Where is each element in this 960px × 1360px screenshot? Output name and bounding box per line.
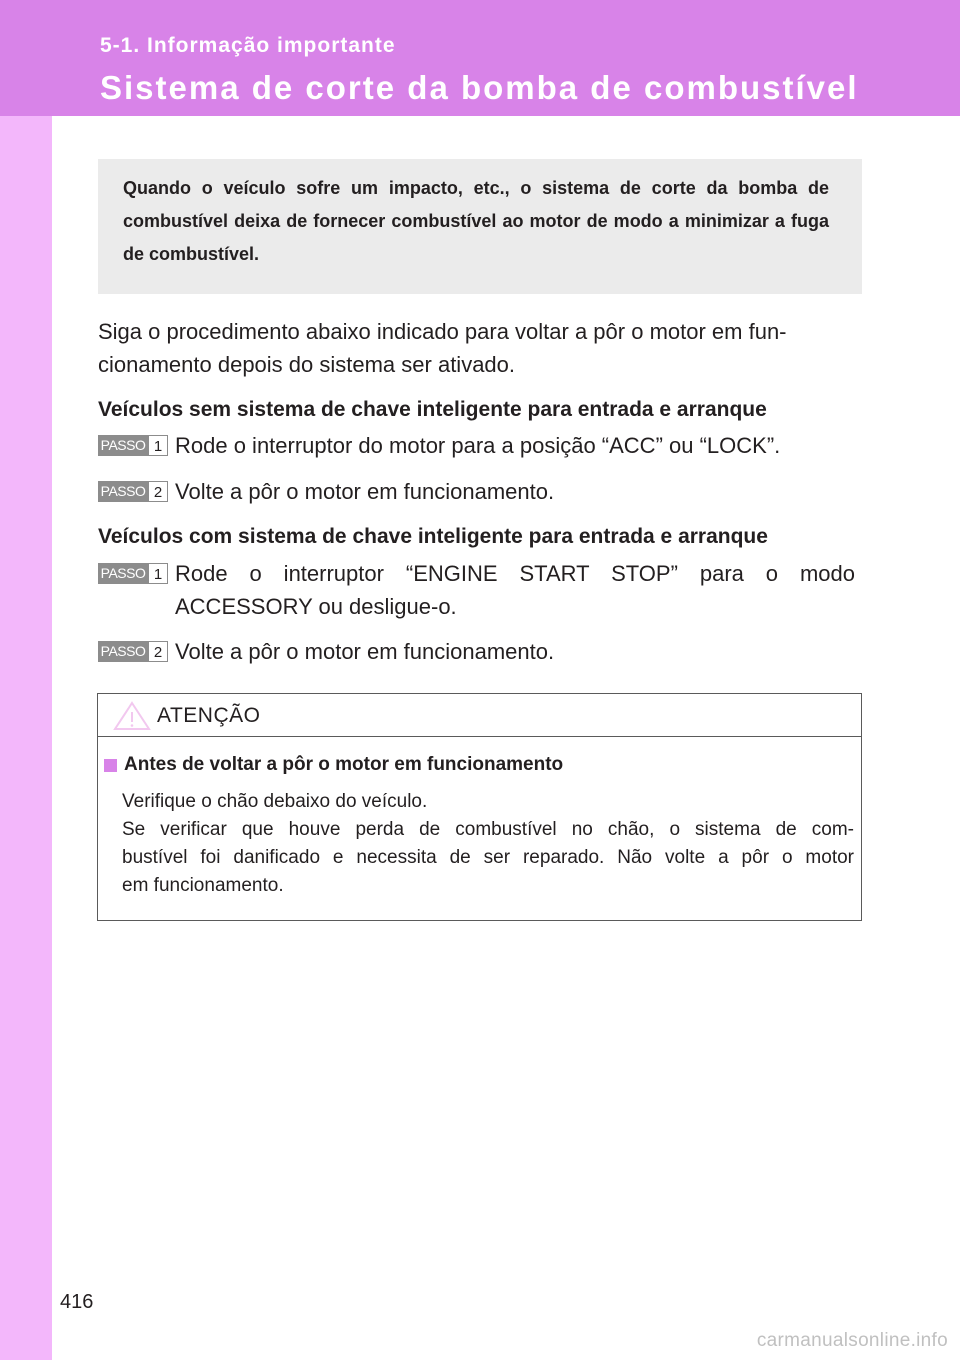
- section-heading-with-smart-key: Veículos com sistema de chave inteligente para entrada e arranque: [98, 525, 768, 548]
- step-text-line-2: ACCESSORY ou desligue-o.: [175, 594, 457, 619]
- step-badge-label: PASSO: [98, 563, 148, 584]
- step-text: Volte a pôr o motor em funcionamento.: [175, 639, 555, 664]
- lead-paragraph: [98, 315, 858, 381]
- caution-header: [98, 694, 861, 737]
- step-badge-number: 1: [148, 435, 168, 456]
- caution-subheading: [104, 754, 563, 776]
- caution-line-2: Se verificar que houve perda de combustível no chão, o sistema de com-: [122, 819, 854, 840]
- caution-line-3: bustível foi danificado e necessita de ser reparado. Não volte a pôr o motor: [122, 847, 854, 868]
- step-badge: [98, 481, 168, 502]
- step-text: Rode o interruptor do motor para a posição “ACC” ou “LOCK”.: [175, 433, 781, 458]
- lead-line-2: cionamento depois do sistema ser ativado.: [98, 352, 516, 377]
- header-band: [0, 0, 960, 116]
- step-text: Volte a pôr o motor em funcionamento.: [175, 479, 555, 504]
- watermark: carmanualsonline.info: [756, 1330, 948, 1351]
- section-heading-without-smart-key: Veículos sem sistema de chave inteligente para entrada e arranque: [98, 398, 767, 421]
- intro-box: [98, 159, 862, 294]
- step-badge: [98, 435, 168, 456]
- step-badge: [98, 641, 168, 662]
- caution-line-1: Verifique o chão debaixo do veículo.: [122, 791, 428, 812]
- step-badge-number: 2: [148, 481, 168, 502]
- step-badge-label: PASSO: [98, 641, 148, 662]
- section-label: 5-1. Informação importante: [100, 34, 396, 57]
- step-badge-label: PASSO: [98, 481, 148, 502]
- caution-body: [122, 788, 854, 900]
- page-number: 416: [60, 1291, 94, 1313]
- step-badge-number: 2: [148, 641, 168, 662]
- step-badge: [98, 563, 168, 584]
- square-bullet-icon: [104, 759, 117, 772]
- warning-triangle-icon: [113, 701, 151, 736]
- page-title: Sistema de corte da bomba de combustível: [100, 69, 859, 106]
- caution-line-4: em funcionamento.: [122, 875, 284, 896]
- caution-title: ATENÇÃO: [157, 704, 261, 727]
- caution-subheading-text: Antes de voltar a pôr o motor em funcionamento: [124, 754, 564, 775]
- step-badge-label: PASSO: [98, 435, 148, 456]
- caution-box: [97, 693, 862, 921]
- step-text-line-1: Rode o interruptor “ENGINE START STOP” para o modo: [175, 561, 855, 586]
- lead-line-1: Siga o procedimento abaixo indicado para voltar a pôr o motor em fun-: [98, 319, 787, 344]
- intro-text: Quando o veículo sofre um impacto, etc., o sistema de corte da bomba de combustível deixa de fornecer combustível ao motor de modo a minimizar a fuga de combustível.: [123, 178, 829, 264]
- step-badge-number: 1: [148, 563, 168, 584]
- side-margin-strip: [0, 0, 52, 1360]
- step-text: [175, 557, 855, 623]
